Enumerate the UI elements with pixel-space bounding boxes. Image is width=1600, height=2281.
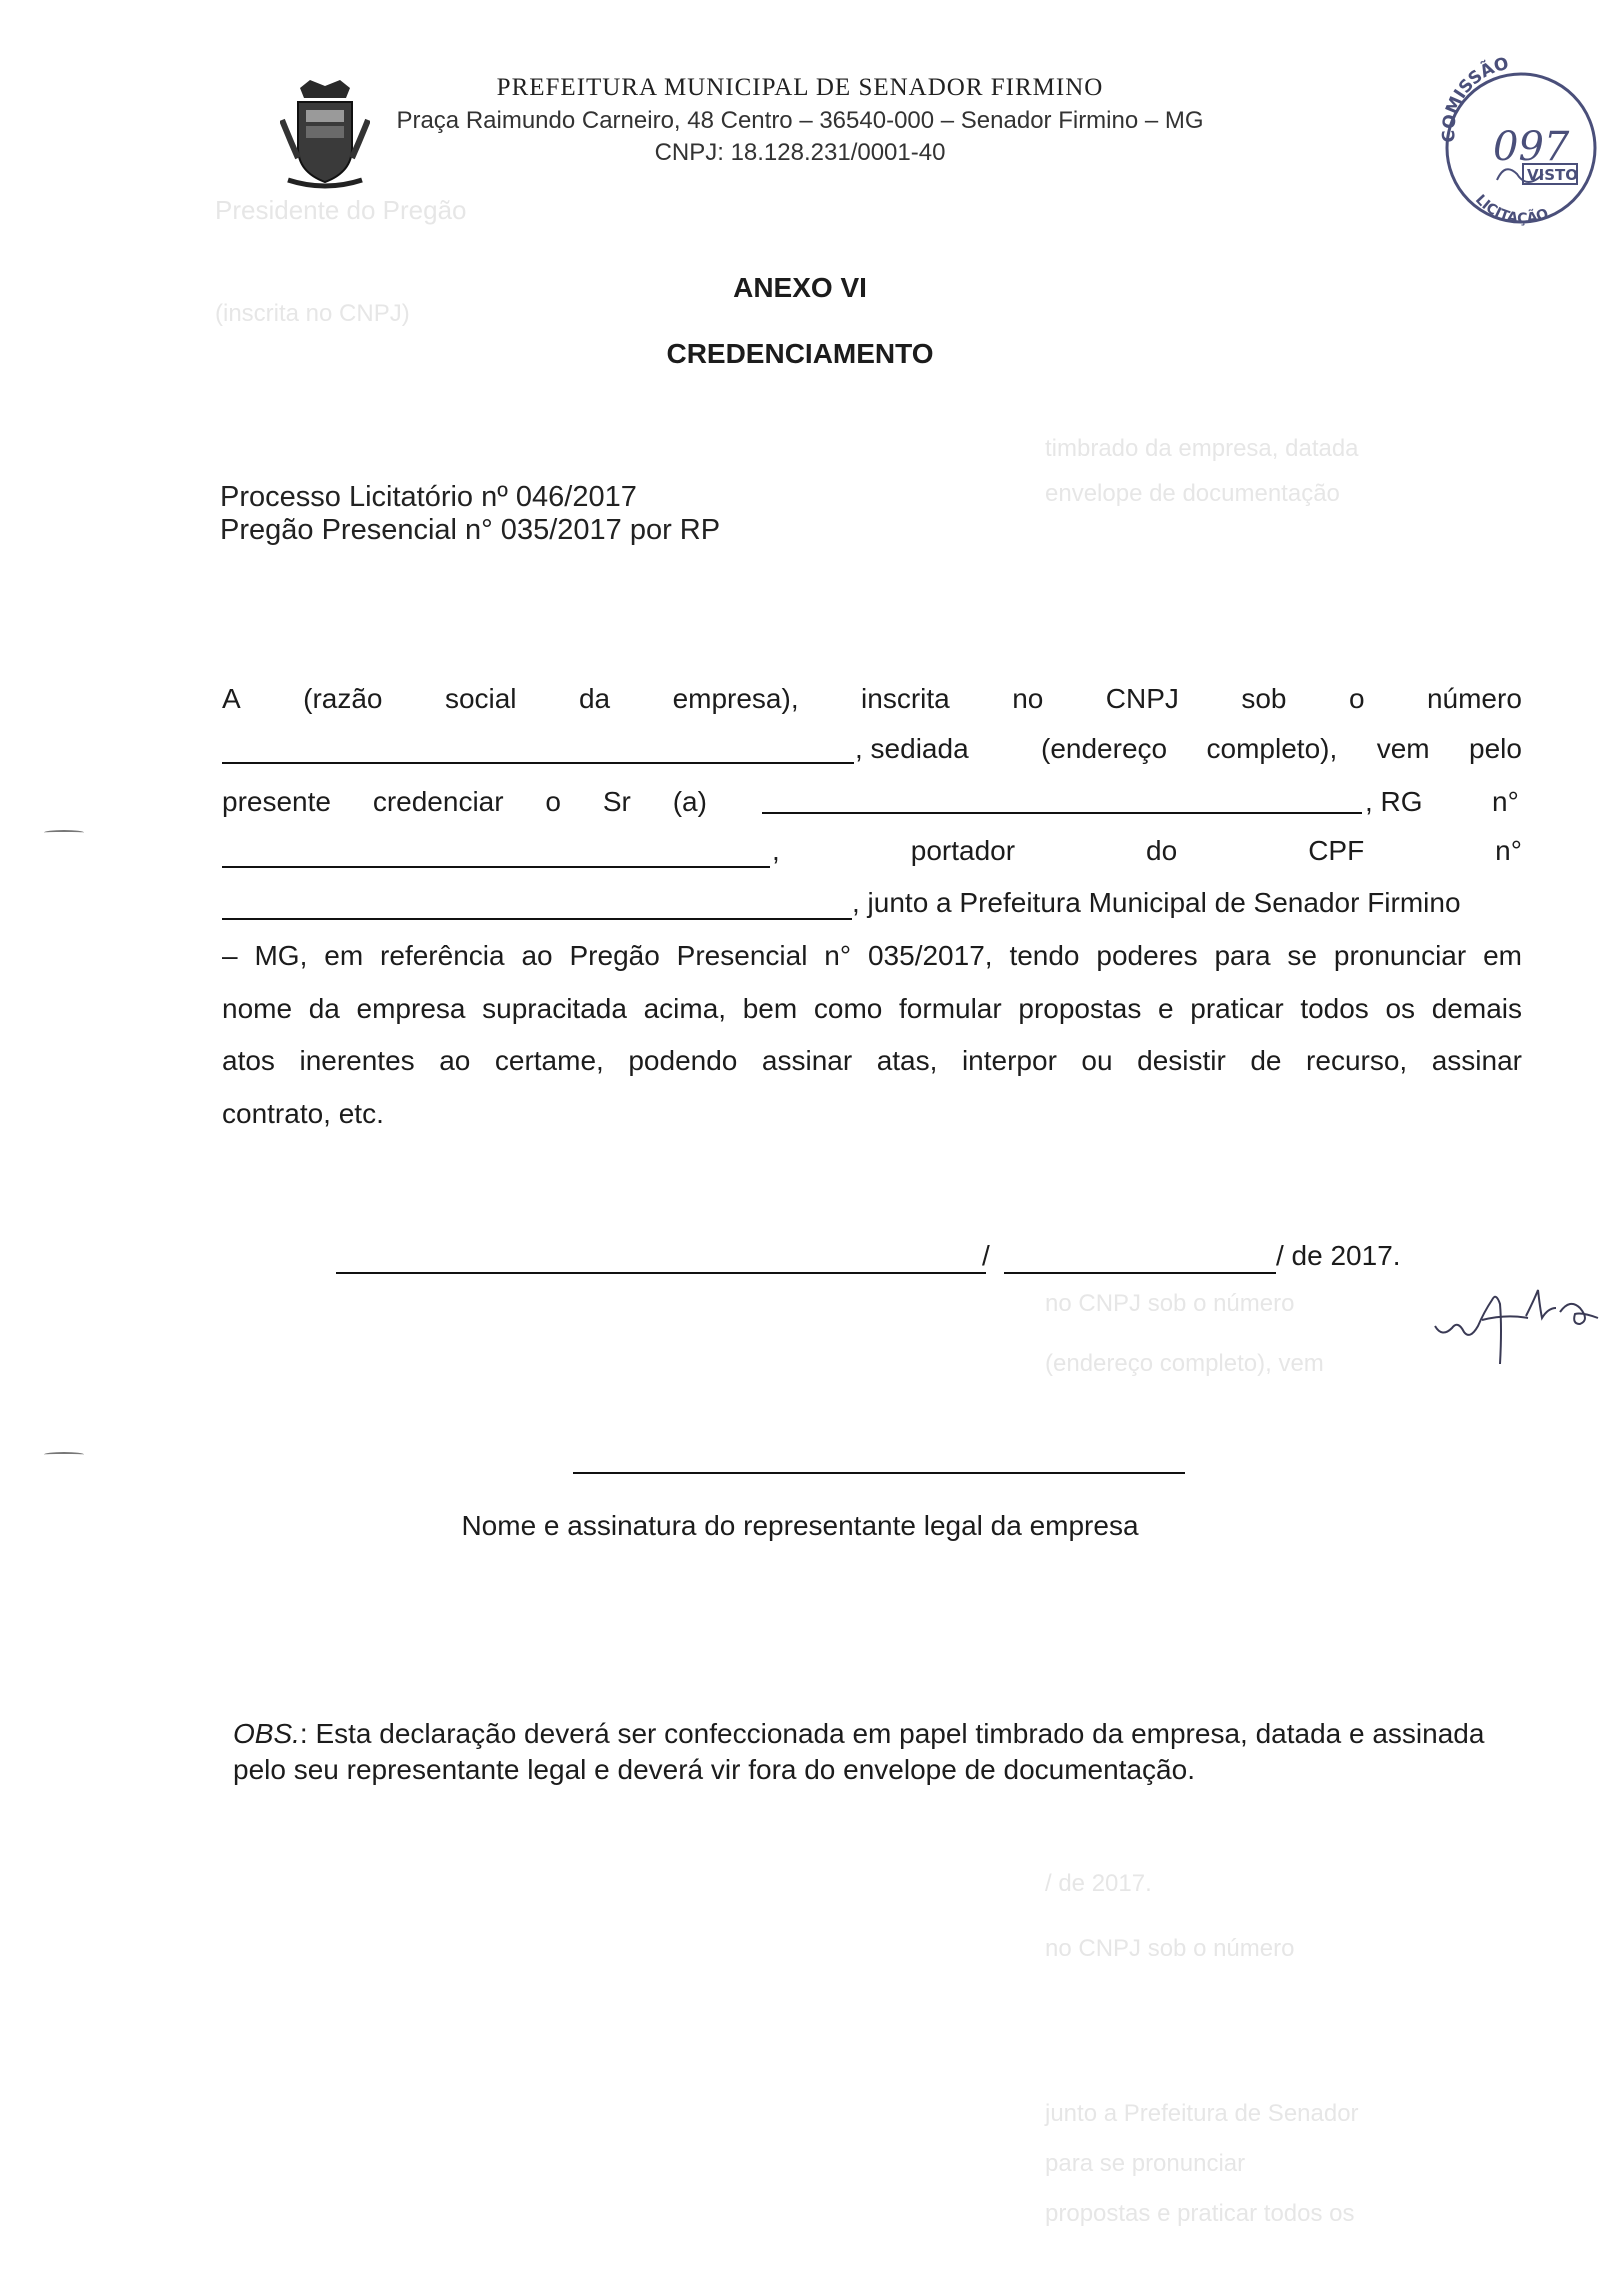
body-line-6: – MG, em referência ao Pregão Presencial n° 035/2017, tendo poderes para se pronunciar em bbox=[222, 940, 1522, 971]
bleed-through: Presidente do Pregão bbox=[215, 195, 467, 225]
stamp-top-text: COMISSÃO bbox=[1438, 53, 1511, 144]
bleed-through: propostas e praticar todos os bbox=[1045, 2200, 1355, 2227]
bleed-through: / de 2017. bbox=[1045, 1870, 1152, 1897]
obs-label: OBS. bbox=[233, 1718, 300, 1749]
month-blank[interactable] bbox=[1004, 1272, 1276, 1274]
letterhead-title: PREFEITURA MUNICIPAL DE SENADOR FIRMINO bbox=[496, 74, 1104, 101]
cnpj-blank[interactable] bbox=[222, 762, 854, 764]
body-text: n° bbox=[1492, 786, 1519, 817]
process-number: Processo Licitatório nº 046/2017 bbox=[220, 481, 637, 513]
bleed-through: no CNPJ sob o número bbox=[1045, 1935, 1295, 1962]
representative-name-blank[interactable] bbox=[762, 812, 1362, 814]
body-line-3 bbox=[222, 786, 707, 818]
body-text: , junto a Prefeitura Municipal de Senador Firmino bbox=[852, 887, 1461, 918]
body-text: , RG bbox=[1365, 786, 1423, 817]
scan-mark bbox=[44, 1452, 84, 1457]
body-word: número bbox=[1426, 683, 1522, 714]
body-word: presente bbox=[222, 786, 331, 817]
body-word: (razão bbox=[303, 683, 383, 714]
body-word: do bbox=[1146, 835, 1178, 866]
body-line-9: contrato, etc. bbox=[222, 1098, 384, 1129]
body-word: o bbox=[545, 786, 561, 817]
body-word: no bbox=[1012, 683, 1044, 714]
bleed-through: para se pronunciar bbox=[1045, 2150, 1246, 2177]
body-text: , sediada bbox=[855, 733, 969, 764]
commission-stamp bbox=[1435, 50, 1600, 230]
letterhead-address: Praça Raimundo Carneiro, 48 Centro – 36540-000 – Senador Firmino – MG bbox=[396, 107, 1204, 134]
signature-line[interactable] bbox=[573, 1472, 1185, 1474]
letterhead-cnpj: CNPJ: 18.128.231/0001-40 bbox=[654, 139, 946, 166]
bleed-through: timbrado da empresa, datada bbox=[1045, 435, 1359, 462]
body-word: vem bbox=[1376, 733, 1430, 764]
date-separator: / bbox=[982, 1240, 990, 1271]
body-word: , bbox=[772, 835, 780, 866]
date-suffix: / de 2017. bbox=[1276, 1240, 1401, 1271]
body-word: A bbox=[222, 683, 241, 714]
body-word: pelo bbox=[1469, 733, 1522, 764]
signature-caption: Nome e assinatura do representante legal da empresa bbox=[461, 1510, 1139, 1541]
body-word: Sr bbox=[602, 786, 631, 817]
body-word: sob bbox=[1241, 683, 1287, 714]
body-word: empresa), bbox=[672, 683, 799, 714]
body-word: da bbox=[578, 683, 611, 714]
svg-text:LICITAÇÃO bbox=[1472, 192, 1551, 227]
annex-title: ANEXO VI bbox=[733, 272, 867, 303]
city-day-blank[interactable] bbox=[336, 1272, 986, 1274]
auction-number: Pregão Presencial n° 035/2017 por RP bbox=[220, 514, 721, 546]
annex-subtitle: CREDENCIAMENTO bbox=[666, 338, 934, 369]
body-line-8: atos inerentes ao certame, podendo assinar atas, interpor ou desistir de recurso, assinar bbox=[222, 1045, 1522, 1076]
stamp-bottom-text: LICITAÇÃO bbox=[1471, 191, 1551, 227]
cpf-blank[interactable] bbox=[222, 918, 852, 920]
bleed-through: no CNPJ sob o número bbox=[1045, 1290, 1295, 1317]
stamp-visto: VISTO bbox=[1527, 166, 1578, 184]
body-word: portador bbox=[910, 835, 1016, 866]
body-line-7: nome da empresa supracitada acima, bem como formular propostas e praticar todos os demais bbox=[222, 993, 1522, 1024]
body-word: o bbox=[1348, 683, 1365, 714]
body-word: n° bbox=[1495, 835, 1522, 866]
body-word: social bbox=[444, 683, 517, 714]
body-line-4 bbox=[772, 835, 1522, 867]
body-line-1 bbox=[222, 683, 1522, 715]
stamp-number: 097 bbox=[1493, 124, 1570, 170]
bleed-through: envelope de documentação bbox=[1045, 480, 1340, 507]
rg-blank[interactable] bbox=[222, 866, 770, 868]
obs-text: : Esta declaração deverá ser confeccionada em papel timbrado da empresa, datada e assinada pelo seu representante legal e deverá vir fora do envelope de documentação. bbox=[233, 1718, 1485, 1785]
body-word: (a) bbox=[672, 786, 707, 817]
handwritten-initials bbox=[1430, 1278, 1600, 1368]
bleed-through: junto a Prefeitura de Senador bbox=[1045, 2100, 1359, 2127]
body-word: inscrita bbox=[861, 683, 950, 714]
body-word: completo), bbox=[1206, 733, 1338, 764]
body-word: CPF bbox=[1308, 835, 1365, 866]
body-word: credenciar bbox=[372, 786, 504, 817]
body-line-2 bbox=[1041, 733, 1522, 765]
scan-mark bbox=[44, 830, 84, 835]
body-word: CNPJ bbox=[1105, 683, 1179, 714]
bleed-through: (inscrita no CNPJ) bbox=[215, 300, 410, 327]
body-word: (endereço bbox=[1041, 733, 1168, 764]
bleed-through: (endereço completo), vem bbox=[1045, 1350, 1324, 1377]
observation-note bbox=[233, 1716, 1531, 1788]
